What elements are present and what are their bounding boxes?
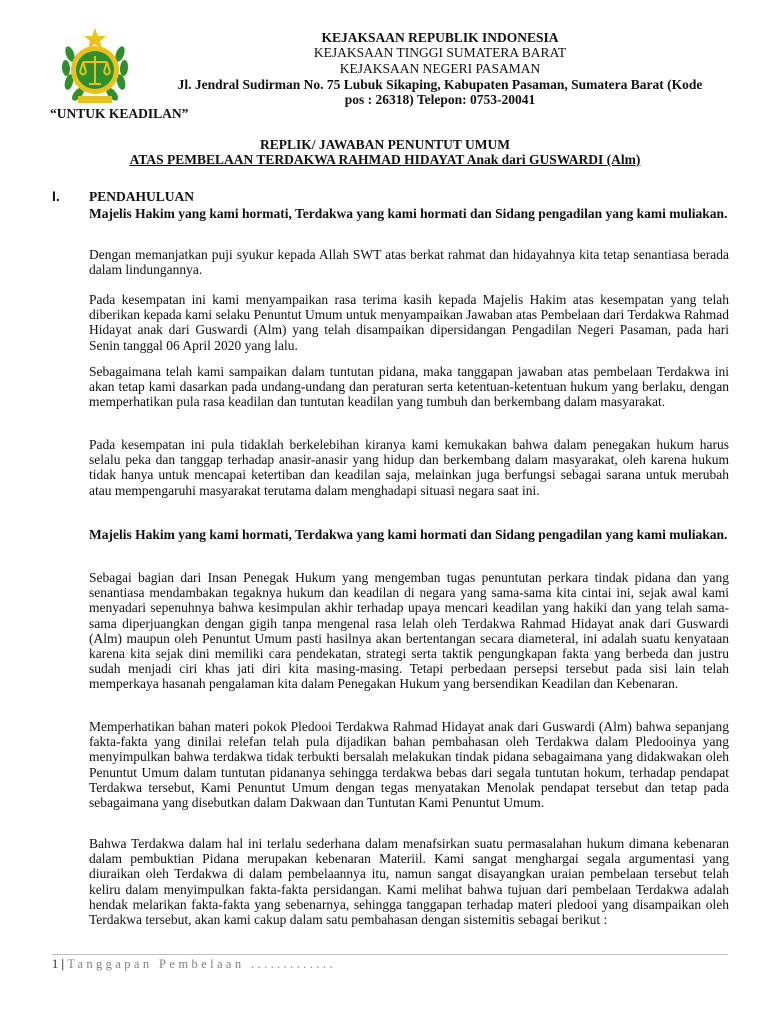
page-number: 1 (52, 957, 59, 971)
org-name-national: KEJAKSAAN REPUBLIK INDONESIA (321, 30, 559, 45)
section-number: I. (52, 188, 60, 204)
section-heading: PENDAHULUAN (89, 189, 195, 204)
body-paragraph: Bahwa Terdakwa dalam hal ini terlalu sederhana dalam menafsirkan suatu permasalahan hukum dimana kebenaran dalam pembuktian Pidana merupakan kebenaran Materiil. Kami sangat menghargai segala argumentasi yang diuraikan oleh Terdakwa di dalam pembelaannya itu, namun sangat disayangkan uraian pembelaan tersebut telah keliru dalam menyimpulkan fakta-fakta persidangan. Kami melihat bahwa tujuan dari pembelaan Terdakwa adalah hendak melarikan fakta-fakta yang sebenarnya, sehingga tanggapan terhadap materi pledooi yang disampaikan oleh Terdakwa tersebut, akan kami cakup dalam satu pembahasan dengan sistemitis sebagai berikut : (89, 836, 729, 928)
org-name-high-office: KEJAKSAAN TINGGI SUMATERA BARAT (313, 45, 567, 60)
org-address-line1: Jl. Jendral Sudirman No. 75 Lubuk Sikaping, Kabupaten Pasaman, Sumatera Barat (Kode (177, 77, 703, 92)
body-paragraph: Pada kesempatan ini kami menyampaikan rasa terima kasih kepada Majelis Hakim atas kesempatan yang telah diberikan kepada kami selaku Penuntut Umum untuk menyampaikan Jawaban atas Pembelaan dari Terdakwa Rahmad Hidayat anak dari Guswardi (Alm) yang telah disampaikan dipersidangan Pengadilan Negeri Pasaman, pada hari Senin tanggal 06 April 2020 yang lalu. (89, 292, 729, 353)
org-name-district-office: KEJAKSAAN NEGERI PASAMAN (339, 61, 541, 76)
body-paragraph: Memperhatikan bahan materi pokok Pledooi Terdakwa Rahmad Hidayat anak dari Guswardi (Alm) bahwa sepanjang fakta-fakta yang dinilai relefan telah pula dijadikan bahan pembahasan oleh Terdakwa dalam Pledooinya yang menyimpulkan bahwa terdakwa tidak terbukti bersalah melakukan tindak pidana sebagaimana yang didakwakan oleh Penuntut Umum dalam tuntutan pidananya sehingga terdakwa bebas dari segala tuntutan hokum, terhadap pendapat Terdakwa tersebut, Kami Penuntut Umum dengan tegas menyatakan Menolak pendapat tersebut dan tetap pada sebagaimana yang disebutkan dalam Dakwaan dan Tuntutan Kami Penuntut Umum. (89, 719, 729, 811)
salutation-paragraph: Majelis Hakim yang kami hormati, Terdakwa yang kami hormati dan Sidang pengadilan yang kami muliakan. (89, 527, 728, 542)
kejaksaan-emblem-icon (56, 24, 134, 108)
footer-running-title: Tanggapan Pembelaan ............. (67, 957, 336, 971)
salutation-paragraph: Majelis Hakim yang kami hormati, Terdakwa yang kami hormati dan Sidang pengadilan yang kami muliakan. (89, 206, 728, 221)
footer-separator: | (61, 957, 65, 971)
body-paragraph: Sebagaimana telah kami sampaikan dalam tuntutan pidana, maka tanggapan jawaban atas pembelaan Terdakwa ini akan tetap kami dasarkan pada undang-undang dan peraturan serta ketentuan-ketentuan hukum yang berlaku, dengan memperhatikan pula rasa keadilan dan tuntutan keadilan yang tumbuh dan berkembang dalam masyarakat. (89, 364, 729, 410)
body-paragraph: Sebagai bagian dari Insan Penegak Hukum yang mengemban tugas penuntutan perkara tindak pidana dan yang senantiasa mendambakan tegaknya hukum dan keadilan di negara yang sama-sama kita cintai ini, sejak awal kami menyadari sepenuhnya bahwa kesimpulan akhir terhadap upaya mencari keadilan yang hakiki dan yang telah sama-sama diperjuangkan dengan gigih tanpa mengenal rasa lelah oleh Terdakwa Rahmad Hidayat anak dari Guswardi (Alm) maupun oleh Penuntut Umum pasti hasilnya akan bertentangan secara diameteral, ini adalah suatu kenyataan karena kita sejak dini memiliki cara pendekatan, strategi serta taktik pengungkapan fakta yang berbeda dan justru sudah menjadi ciri khas jati diri kita masing-masing. Tetapi perbedaan persepsi tersebut pada sisi lain telah memperkaya hasanah pengalaman kita dalam Penegakan Hukum yang bersendikan Keadilan dan Kebenaran. (89, 570, 729, 692)
footer-divider (52, 954, 728, 955)
document-subtitle: ATAS PEMBELAAN TERDAKWA RAHMAD HIDAYAT Anak dari GUSWARDI (Alm) (129, 152, 641, 167)
motto: “UNTUK KEADILAN” (50, 106, 189, 121)
body-paragraph: Pada kesempatan ini pula tidaklah berkelebihan kiranya kami kemukakan bahwa dalam penegakan hukum harus selalu peka dan tanggap terhadap anasir-anasir yang hidup dan berkembang dalam masyarakat, oleh karena hukum tidak hanya untuk mencapai ketertiban dan keadilan saja, melainkan juga berfungsi sebagai sarana untuk merubah atau mempengaruhi masyarakat terutama dalam menghadapi situasi negara saat ini. (89, 437, 729, 498)
org-address-line2: pos : 26318) Telepon: 0753-20041 (344, 92, 536, 107)
page-footer (52, 957, 336, 972)
document-title: REPLIK/ JAWABAN PENUNTUT UMUM (260, 137, 510, 152)
body-paragraph: Dengan memanjatkan puji syukur kepada Allah SWT atas berkat rahmat dan hidayahnya kita tetap senantiasa berada dalam lindungannya. (89, 247, 729, 278)
